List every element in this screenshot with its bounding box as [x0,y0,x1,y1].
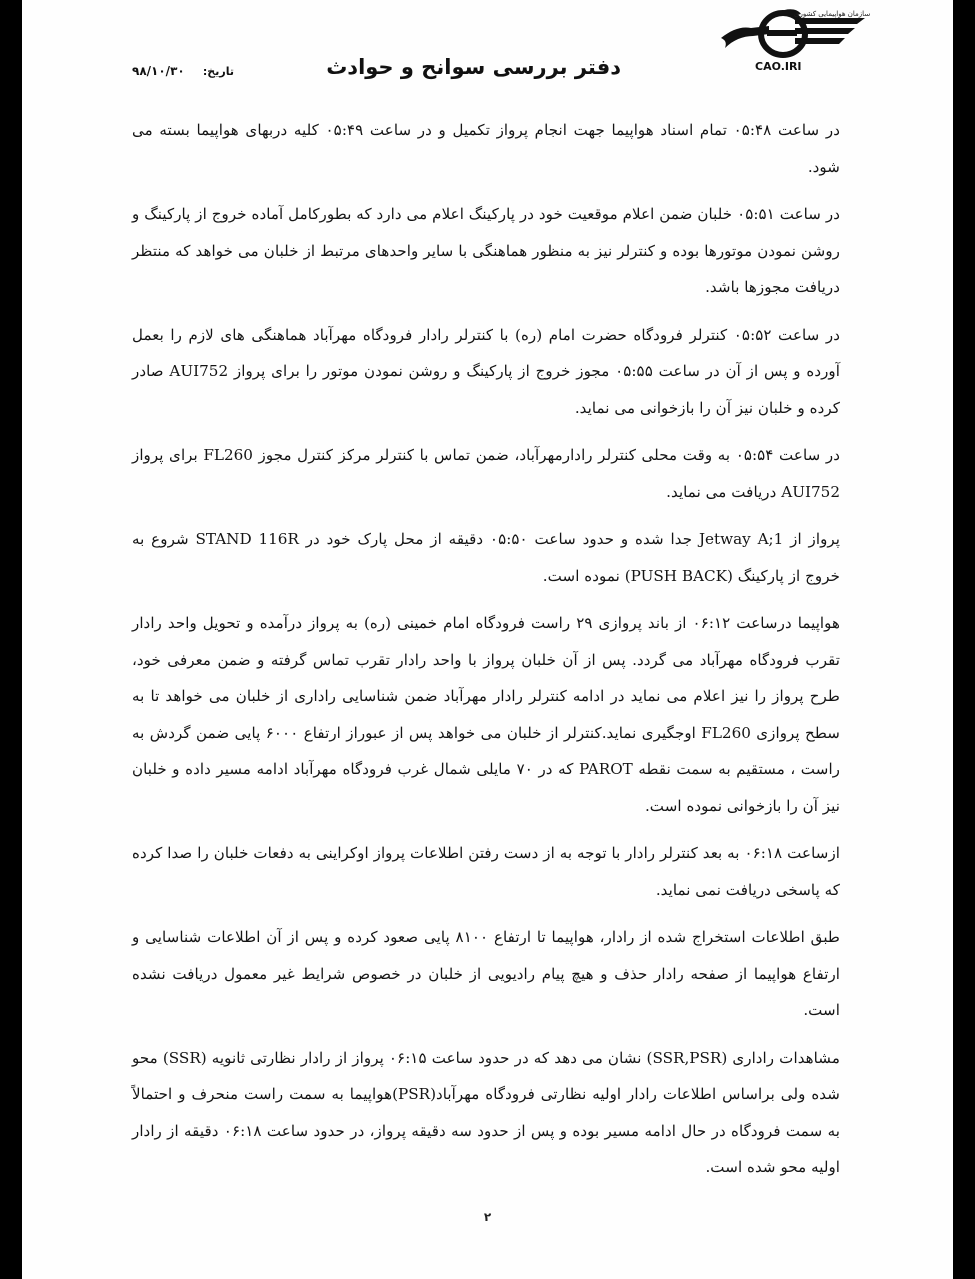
date-label: تاریخ: [202,65,234,78]
paragraph-0548: در ساعت ۰۵:۴۸ تمام اسناد هواپیما جهت انجام پرواز تکمیل و در ساعت ۰۵:۴۹ کلیه دربهای هواپیما بسته می شود. [132,121,840,176]
page-number: ۲ [483,1210,492,1224]
paragraph-0552: در ساعت ۰۵:۵۲ کنترلر فرودگاه حضرت امام (ره) با کنترلر رادار فرودگاه مهرآباد هماهنگی های لازم را بعمل آورده و پس از آن در ساعت ۰۵:۵۵ مجوز خروج از پارکینگ و روشن نمودن موتور را برای پرواز AUI752 صادر کرده و خلبان نیز آن را بازخوانی می نماید. [132,325,840,417]
date-value: ۹۸/۱۰/۳۰ [132,64,185,78]
paragraph-radar-data: طبق اطلاعات استخراج شده از رادار، هواپیما تا ارتفاع ۸۱۰۰ پایی صعود کرده و پس از آن اطلاعات شناسایی و ارتفاع هواپیما از صفحه رادار حذف و هیچ پیام رادیویی از خلبان در خصوص شرایط غیر معمول دریافت نشده است. [132,928,840,1019]
document-page [22,0,953,1279]
document-body [132,112,840,1197]
document-date [132,64,234,78]
paragraph-radar-observations: مشاهدات راداری (SSR,PSR) نشان می دهد که در حدود ساعت ۰۶:۱۵ پرواز از رادار نظارتی ثانویه (SSR) محو شده ولی براساس اطلاعات رادار اولیه نظارتی فرودگاه مهرآباد(PSR)هواپیما به سمت راست منحرف و احتمالاً به سمت فرودگاه در حال ادامه مسیر بوده و پس از حدود سه دقیقه پرواز، در حدود ساعت ۰۶:۱۸ دقیقه از رادار اولیه محو شده است. [132,1048,840,1176]
paragraph-pushback: پرواز از Jetway A;1 جدا شده و حدود ساعت ۰۵:۵۰ دقیقه از محل پارک خود در STAND 116R شروع به خروج از پارکینگ (PUSH BACK) نموده است. [132,530,841,585]
paragraph-takeoff: هواپیما درساعت ۰۶:۱۲ از باند پروازی ۲۹ راست فرودگاه امام خمینی (ره) به پرواز درآمده و تحویل واحد رادار تقرب فرودگاه مهرآباد می گردد. پس از آن خلبان پرواز با واحد رادار تقرب تماس گرفته و ضمن معرفی خود، طرح پرواز را نیز اعلام می نماید در ادامه کنترلر رادار مهرآباد ضمن شناسایی راداری از خلبان می خواهد تا به سطح پروازی FL260 اوجگیری نماید.کنترلر از خلبان می خواهد پس از عبوراز ارتفاع ۶۰۰۰ پایی ضمن گردش به راست ، مستقیم به سمت نقطه PAROT که در ۷۰ مایلی شمال غرب فرودگاه مهرآباد ادامه مسیر داده و خلبان نیز آن را بازخوانی نموده است. [132,614,841,815]
logo-caption: سازمان هواپیمایی کشوری [794,10,871,18]
paragraph-0551: در ساعت ۰۵:۵۱ خلبان ضمن اعلام موقعیت خود در پارکینگ اعلام می دارد که بطورکامل آماده خروج از پارکینگ و روشن نمودن موتورها بوده و کنترلر نیز به منظور هماهنگی با سایر واحدهای مرتبط از خلبان می خواهد که منتظر دریافت مجوزها باشد. [132,205,840,296]
paragraph-0618: ازساعت ۰۶:۱۸ به بعد کنترلر رادار با توجه به از دست رفتن اطلاعات پرواز اوکراینی به دفعات خلبان را صدا کرده که پاسخی دریافت نمی نماید. [132,844,840,899]
paragraph-0554: در ساعت ۰۵:۵۴ به وقت محلی کنترلر رادارمهرآباد، ضمن تماس با کنترلر مرکز کنترل مجوز FL260 برای پرواز AUI752 دریافت می نماید. [132,446,840,501]
document-header [22,0,953,100]
logo-text: CAO.IRI [755,60,802,73]
page-title: دفتر بررسی سوانح و حوادث [326,55,621,79]
